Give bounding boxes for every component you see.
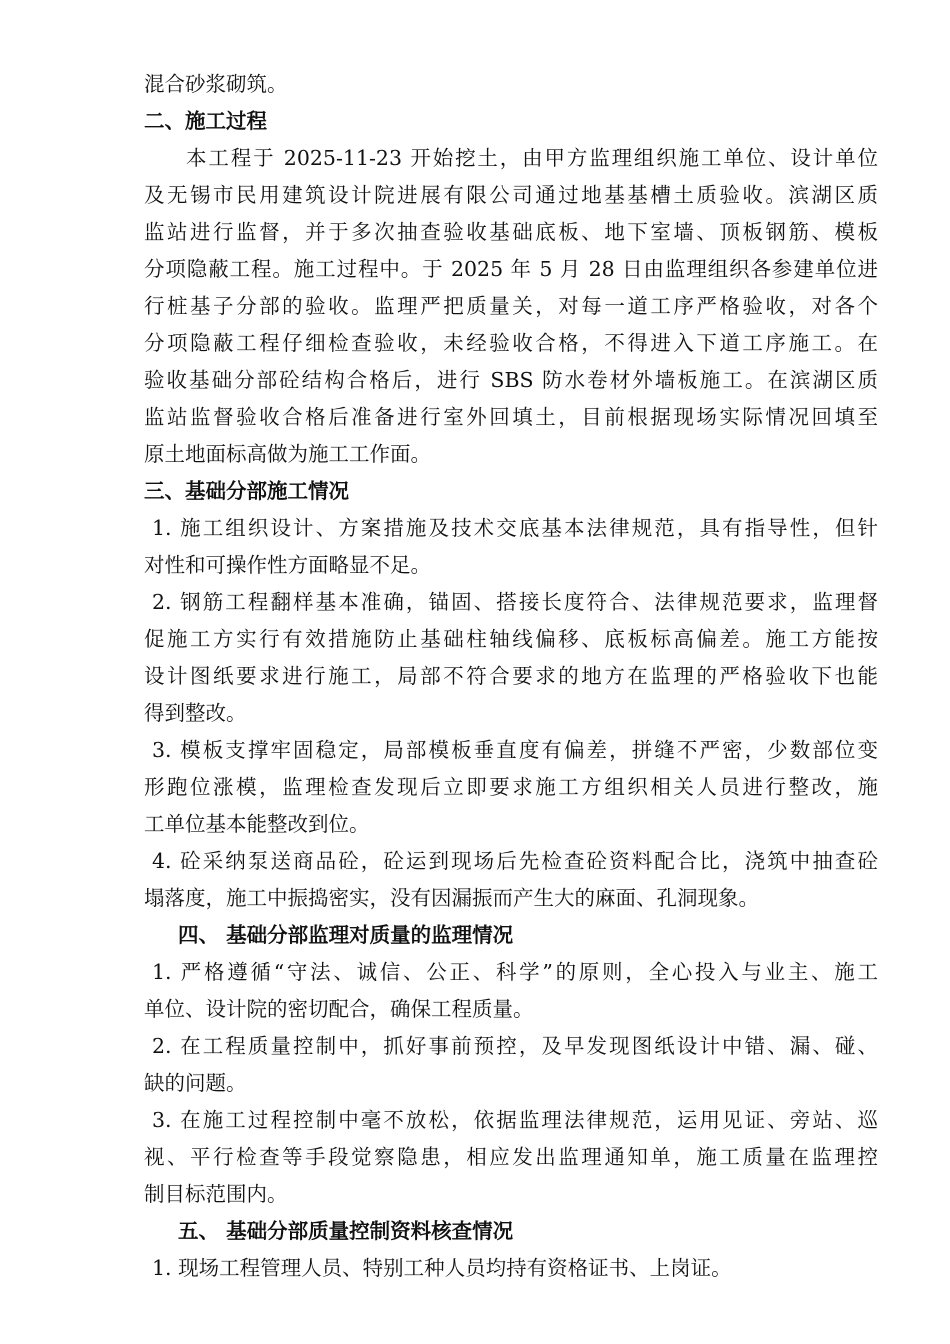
text-line: 1. 施工组织设计、方案措施及技术交底基本法律规范，具有指导性，但针 xyxy=(152,516,878,540)
text-line: 促施工方实行有效措施防止基础柱轴线偏移、底板标高偏差。施工方能按 xyxy=(144,627,878,651)
section-heading: 二、施工过程 xyxy=(144,109,267,133)
text-line: 及无锡市民用建筑设计院进展有限公司通过地基基槽土质验收。滨湖区质 xyxy=(144,183,878,207)
text-line: 3. 模板支撑牢固稳定，局部模板垂直度有偏差，拼缝不严密，少数部位变 xyxy=(152,738,878,762)
text-line: 监站进行监督，并于多次抽查验收基础底板、地下室墙、顶板钢筋、模板 xyxy=(144,220,878,244)
text-line: 本工程于 2025-11-23 开始挖土，由甲方监理组织施工单位、设计单位 xyxy=(186,146,878,170)
text-line: 原土地面标高做为施工工作面。 xyxy=(144,442,431,466)
text-line: 监站监督验收合格后准备进行室外回填土，目前根据现场实际情况回填至 xyxy=(144,405,878,429)
text-line: 单位、设计院的密切配合，确保工程质量。 xyxy=(144,997,534,1021)
text-line: 混合砂浆砌筑。 xyxy=(144,72,288,96)
text-line: 2. 钢筋工程翻样基本准确，锚固、搭接长度符合、法律规范要求，监理督 xyxy=(152,590,878,614)
text-line: 工单位基本能整改到位。 xyxy=(144,812,370,836)
text-line: 制目标范围内。 xyxy=(144,1182,288,1206)
text-line: 1. 严格遵循“守法、诚信、公正、科学”的原则，全心投入与业主、施工 xyxy=(152,960,878,984)
text-line: 3. 在施工过程控制中毫不放松，依据监理法律规范，运用见证、旁站、巡 xyxy=(152,1108,878,1132)
text-line: 缺的问题。 xyxy=(144,1071,247,1095)
text-line: 行桩基子分部的验收。监理严把质量关，对每一道工序严格验收，对各个 xyxy=(144,294,878,318)
text-line: 对性和可操作性方面略显不足。 xyxy=(144,553,431,577)
text-line: 2. 在工程质量控制中，抓好事前预控，及早发现图纸设计中错、漏、碰、 xyxy=(152,1034,878,1058)
section-heading: 五、 基础分部质量控制资料核查情况 xyxy=(178,1219,514,1243)
text-line: 形跑位涨模，监理检查发现后立即要求施工方组织相关人员进行整改，施 xyxy=(144,775,878,799)
text-line: 视、平行检查等手段觉察隐患，相应发出监理通知单，施工质量在监理控 xyxy=(144,1145,878,1169)
document-page xyxy=(144,66,878,1287)
text-line: 1. 现场工程管理人员、特别工种人员均持有资格证书、上岗证。 xyxy=(152,1256,732,1280)
text-line: 验收基础分部砼结构合格后，进行 SBS 防水卷材外墙板施工。在滨湖区质 xyxy=(144,368,878,392)
section-heading: 三、基础分部施工情况 xyxy=(144,479,349,503)
section-heading: 四、 基础分部监理对质量的监理情况 xyxy=(178,923,514,947)
text-line: 塌落度，施工中振捣密实，没有因漏振而产生大的麻面、孔洞现象。 xyxy=(144,886,759,910)
text-line: 分项隐蔽工程。施工过程中。于 2025 年 5 月 28 日由监理组织各参建单位进 xyxy=(144,257,878,281)
text-line: 4. 砼采纳泵送商品砼，砼运到现场后先检查砼资料配合比，浇筑中抽查砼 xyxy=(152,849,878,873)
text-line: 分项隐蔽工程仔细检查验收，未经验收合格，不得进入下道工序施工。在 xyxy=(144,331,878,355)
text-line: 得到整改。 xyxy=(144,701,247,725)
text-line: 设计图纸要求进行施工，局部不符合要求的地方在监理的严格验收下也能 xyxy=(144,664,878,688)
